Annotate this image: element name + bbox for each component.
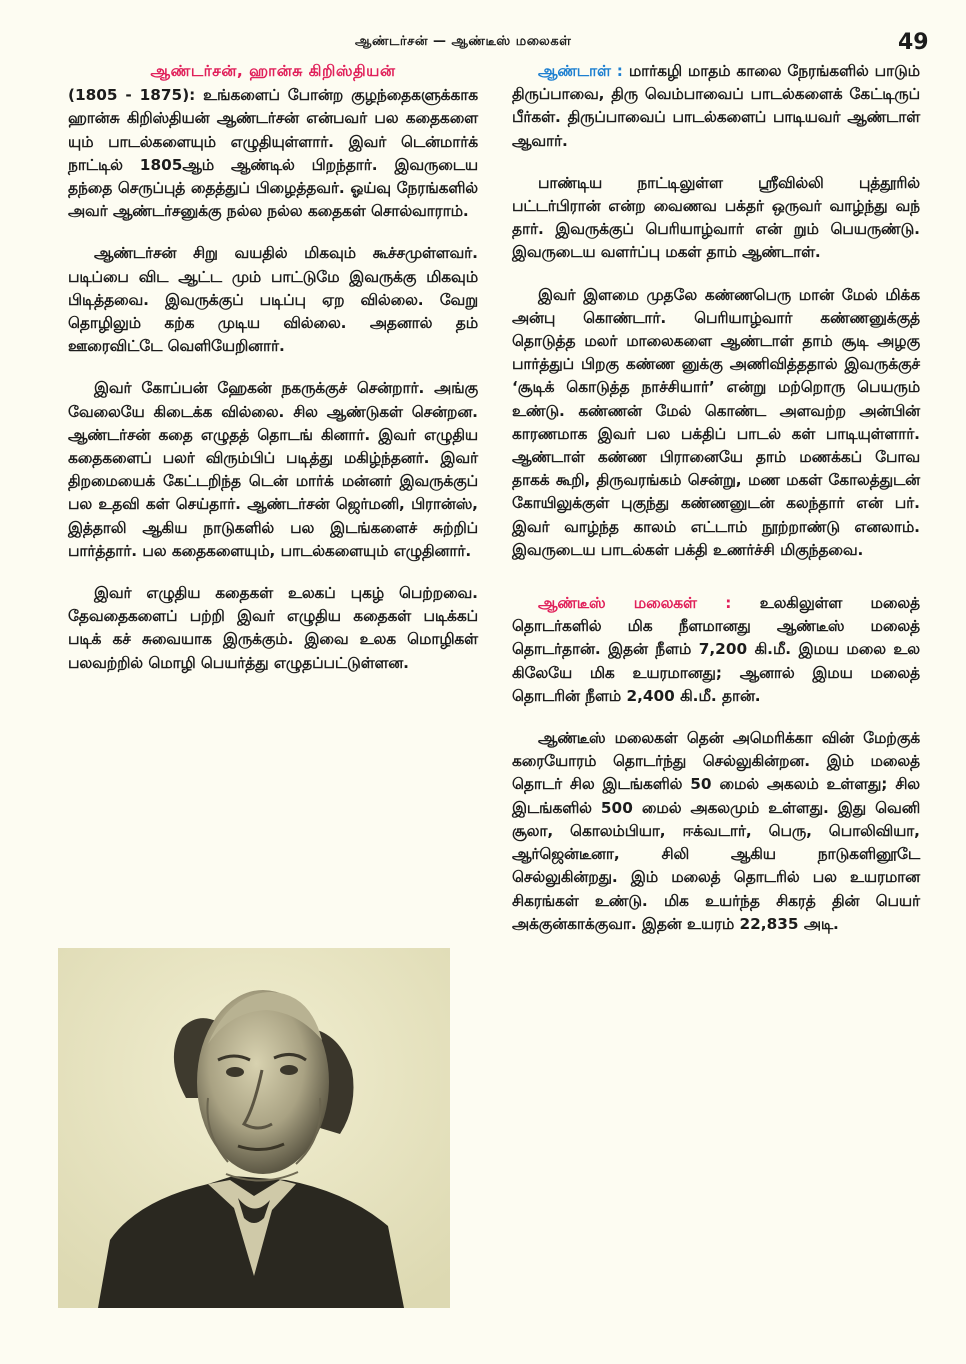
right-column: [512, 60, 920, 955]
andes-p1-text: உலகிலுள்ள மலைத் தொடர்களில் மிக நீளமானது ஆண்டீஸ் மலைத் தொடர்தான். இதன் நீளம் 7,200 கி.மீ. இமய மலை உல கிலேயே மிக உயரமானது; ஆனால் இமய மலைத் தொடரின் நீளம் 2,400 கி.மீ. தான்.: [512, 594, 920, 705]
andes-paragraph-2: ஆண்டீஸ் மலைகள் தென் அமெரிக்கா வின் மேற்குக் கரையோரம் தொடர்ந்து செல்லுகின்றன. இம் மலைத் தொடர் சில இடங்களில் 50 மைல் அகலம் உள்ளது; சில இடங்களில் 500 மைல் அகலமும் உள்ளது. இது வெனி சூலா, கொலம்பியா, ஈக்வடார், பெரு, பொலிவியா, ஆர்ஜென்டீனா, சிலி ஆகிய நாடுகளினூடே செல்லுகின்றது. இம் மலைத் தொடரில் பல உயரமான சிகரங்கள் உண்டு. மிக உயர்ந்த சிகரத் தின் பெயர் அக்குன்காக்குவா. இதன் உயரம் 22,835 அடி.: [512, 729, 920, 933]
page-number: 49: [898, 30, 929, 55]
andersen-portrait: [58, 948, 450, 1308]
andes-paragraph-1: [512, 592, 920, 708]
entry-term-andal: ஆண்டாள் :: [538, 62, 623, 80]
page-header: [0, 30, 966, 60]
andal-p1-text: மார்கழி மாதம் காலை நேரங்களில் பாடும் திருப்பாவை, திரு வெம்பாவைப் பாடல்களைக் கேட்டிருப் பீர்கள். திருப்பாவைப் பாடல்களைப் பாடியவர் ஆண்டாள் ஆவார்.: [512, 62, 920, 150]
andal-paragraph-1: [512, 60, 920, 153]
andersen-paragraph-4: இவர் எழுதிய கதைகள் உலகப் புகழ் பெற்றவை. தேவதைகளைப் பற்றி இவர் எழுதிய கதைகள் படிக்கப் படிக் கச் சுவையாக இருக்கும். இவை உலக மொழிகள் பலவற்றில் மொழி பெயர்த்து எழுதப்பட்டுள்ளன.: [68, 584, 478, 672]
andersen-paragraph-3: இவர் கோப்பன் ஹேகன் நகருக்குச் சென்றார். அங்கு வேலையே கிடைக்க வில்லை. சில ஆண்டுகள் சென்றன. ஆண்டர்சன் கதை எழுதத் தொடங் கினார். இவர் எழுதிய கதைகளைப் பலர் விரும்பிப் படித்து மகிழ்ந்தனர். இவர் திறமையைக் கேட்டறிந்த டென் மார்க் மன்னர் இவருக்குப் பல உதவி கள் செய்தார். ஆண்டர்சன் ஜெர்மனி, பிரான்ஸ், இத்தாலி ஆகிய நாடுகளில் பல இடங்களைச் சுற்றிப் பார்த்தார். பல கதைகளையும், பாடல்களையும் எழுதினார்.: [68, 379, 478, 560]
portrait-engraving: [58, 948, 450, 1308]
andal-paragraph-3: இவர் இளமை முதலே கண்ணபெரு மான் மேல் மிக்க அன்பு கொண்டார். பெரியாழ்வார் கண்ணனுக்குத் தொடுத்த மலர் மாலைகளை ஆண்டாள் தாம் சூடி அழகு பார்த்துப் பிறகு கண்ண னுக்கு அணிவித்ததால் இவருக்குச் ‘சூடிக் கொடுத்த நாச்சியார்’ என்று மற்றொரு பெயரும் உண்டு. கண்ணன் மேல் கொண்ட அளவற்ற அன்பின் காரணமாக இவர் பல பக்திப் பாடல் கள் பாடியுள்ளார். ஆண்டாள் கண்ண பிரானையே தாம் மணக்கப் போவ தாகக் கூறி, திருவரங்கம் சென்று, மண மகள் கோலத்துடன் கோயிலுக்குள் புகுந்து கண்ணனுடன் கலந்தார் என் பர். இவர் வாழ்ந்த காலம் எட்டாம் நூற்றாண்டு எனலாம். இவருடைய பாடல்கள் பக்தி உணர்ச்சி மிகுந்தவை.: [512, 285, 920, 559]
andersen-paragraph-1: [68, 84, 478, 223]
running-head: ஆண்டர்சன் — ஆண்டீஸ் மலைகள்: [355, 34, 572, 49]
andal-paragraph-2: பாண்டிய நாட்டிலுள்ள ஸ்ரீவில்லி புத்தூரில் பட்டர்பிரான் என்ற வைணவ பக்தர் ஒருவர் வாழ்ந்து வந் தார். இவருக்குப் பெரியாழ்வார் என் றும் பெயருண்டு. இவருடைய வளர்ப்பு மகள் தாம் ஆண்டாள்.: [512, 173, 920, 262]
entry-term-andes: ஆண்டீஸ் மலைகள் :: [538, 594, 732, 613]
andersen-p1-text: உங்களைப் போன்ற குழந்தைகளுக்காக ஹான்சு கிறிஸ்தியன் ஆண்டர்சன் என்பவர் பல கதைகளை யும் பாடல்களையும் எழுதியுள்ளார். இவர் டென்மார்க் நாட்டில் 1805ஆம் ஆண்டில் பிறந்தார். இவருடைய தந்தை செருப்புத் தைத்துப் பிழைத்தவர். ஓய்வு நேரங்களில் அவர் ஆண்டர்சனுக்கு நல்ல நல்ல கதைகள் சொல்வாராம்.: [68, 86, 478, 221]
andersen-paragraph-2: ஆண்டர்சன் சிறு வயதில் மிகவும் கூச்சமுள்ளவர். படிப்பை விட ஆட்ட மும் பாட்டுமே இவருக்கு மிகவும் பிடித்தவை. இவருக்குப் படிப்பு ஏற வில்லை. வேறு தொழிலும் கற்க முடிய வில்லை. அதனால் தம் ஊரைவிட்டே வெளியேறினார்.: [68, 244, 478, 356]
left-column: [68, 60, 478, 694]
andersen-dates: (1805 - 1875):: [68, 86, 196, 105]
entry-title-andersen: ஆண்டர்சன், ஹான்சு கிறிஸ்தியன்: [150, 62, 396, 80]
